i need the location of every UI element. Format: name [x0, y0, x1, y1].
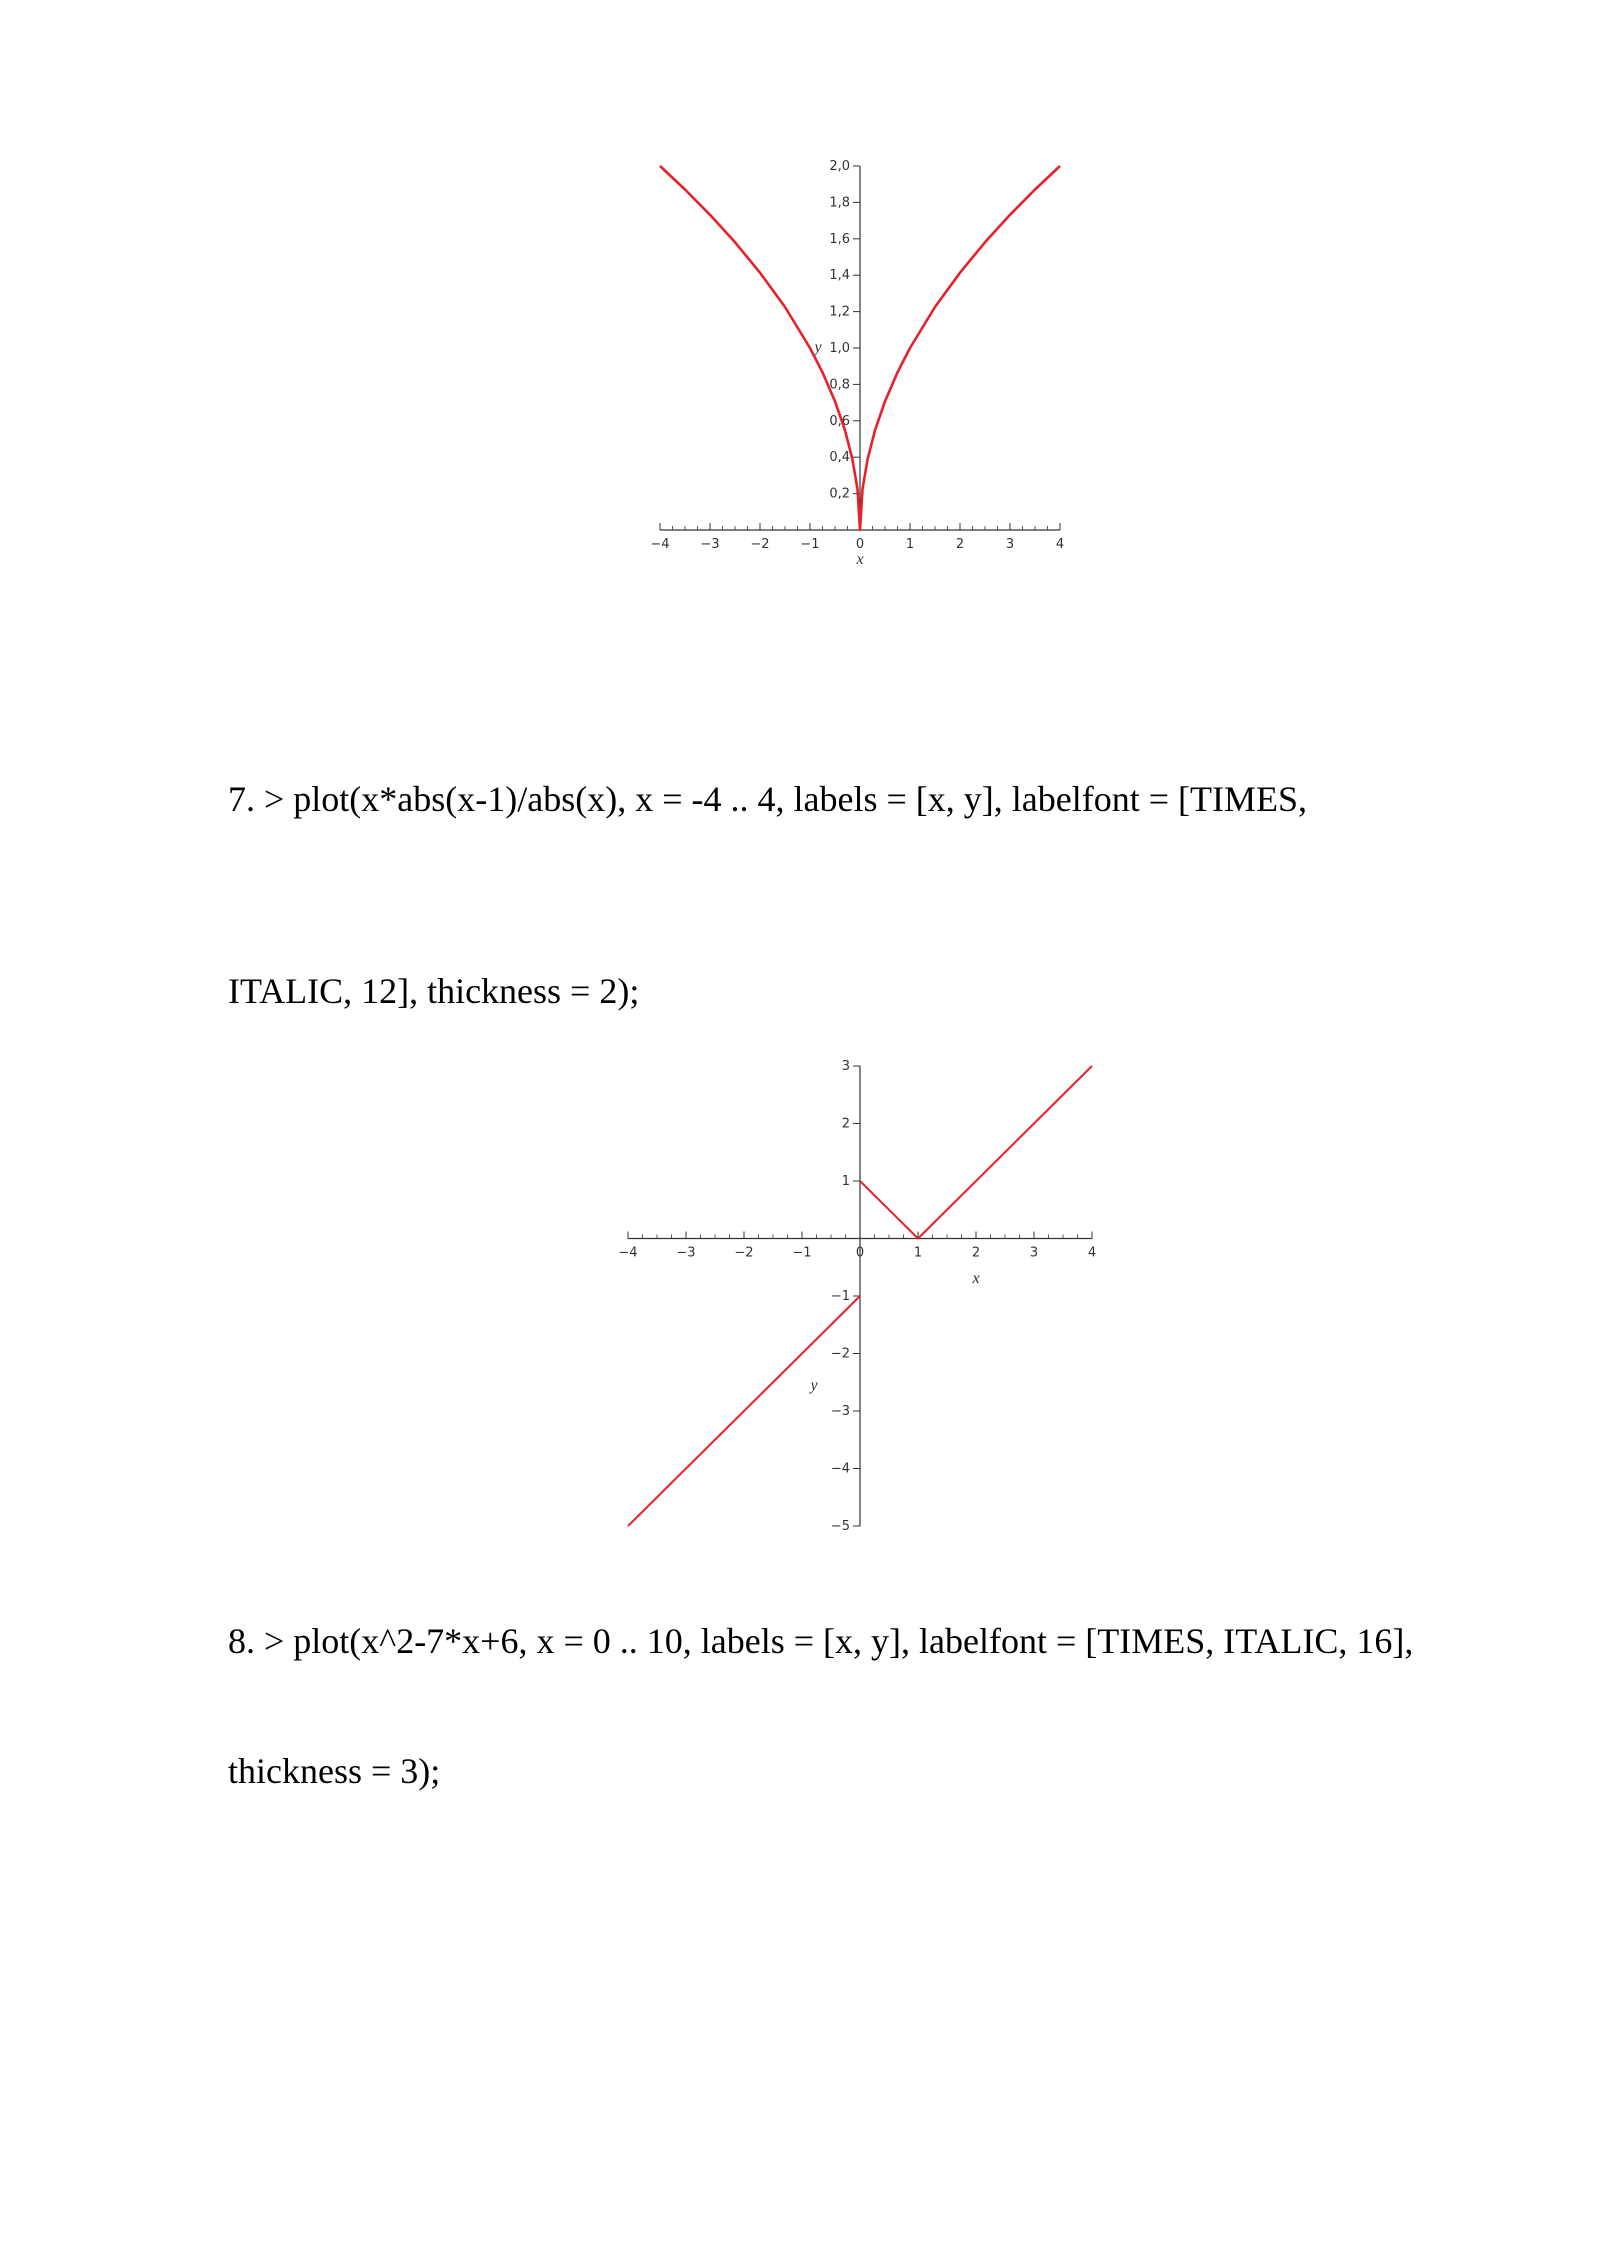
x-tick-label: −4	[618, 1245, 638, 1261]
code-line-8a: 8. > plot(x^2-7*x+6, x = 0 .. 10, labels = [x, y], labelfont = [TIMES, ITALIC, 16],	[228, 1621, 1414, 1661]
y-tick-label: −3	[830, 1404, 850, 1419]
x-tick-label: 2	[971, 1245, 981, 1261]
x-tick-label: 1	[913, 1245, 923, 1261]
x-tick-label: 0	[855, 537, 865, 552]
y-tick-label: 0,6	[829, 413, 850, 429]
y-tick-label: −1	[830, 1289, 850, 1304]
series-line-1	[860, 1066, 1092, 1239]
y-tick-label: −2	[830, 1346, 850, 1362]
code-line-7a: 7. > plot(x*abs(x-1)/abs(x), x = -4 .. 4, labels = [x, y], labelfont = [TIMES,	[228, 779, 1307, 819]
x-tick-label: −3	[700, 537, 720, 552]
plot-sqrt-abs	[600, 140, 1120, 580]
y-tick-label: −5	[830, 1519, 850, 1534]
y-tick-label: 1,8	[829, 195, 850, 211]
x-tick-label: −1	[800, 537, 820, 552]
x-tick-label: 0	[855, 1245, 865, 1261]
y-tick-label: 1,2	[829, 304, 850, 320]
x-axis-label: x	[972, 1270, 980, 1287]
plot-sqrt-abs-svg	[600, 140, 1120, 580]
y-tick-label: 1,0	[829, 341, 850, 356]
series-line-0	[628, 1296, 860, 1526]
x-tick-label: 1	[905, 537, 915, 552]
x-tick-label: −2	[750, 537, 770, 552]
y-tick-label: 3	[841, 1059, 850, 1074]
y-tick-label: 1,6	[829, 231, 850, 247]
x-axis-label: x	[856, 551, 864, 568]
y-tick-label: 2,0	[829, 159, 850, 174]
x-tick-label: 4	[1087, 1245, 1097, 1261]
x-tick-label: 2	[955, 537, 965, 552]
y-tick-label: 0,4	[829, 450, 850, 466]
code-line-7b: ITALIC, 12], thickness = 2);	[228, 971, 640, 1011]
x-tick-label: 3	[1029, 1245, 1039, 1261]
y-tick-label: 0,8	[829, 377, 850, 393]
x-tick-label: −2	[734, 1245, 754, 1261]
plot-abs-ratio	[600, 1040, 1120, 1580]
y-tick-label: −4	[830, 1461, 850, 1477]
y-axis-label: y	[810, 1377, 818, 1394]
x-tick-label: 3	[1005, 537, 1015, 552]
y-tick-label: 1	[841, 1174, 850, 1189]
plot-abs-ratio-svg	[600, 1040, 1120, 1580]
y-axis-label: y	[814, 339, 822, 356]
y-tick-label: 1,4	[829, 268, 850, 284]
x-tick-label: −4	[650, 537, 670, 552]
x-tick-label: 4	[1055, 537, 1065, 552]
x-tick-label: −1	[792, 1245, 812, 1261]
y-tick-label: 0,2	[829, 486, 850, 502]
code-line-8b: thickness = 3);	[228, 1751, 441, 1791]
x-tick-label: −3	[676, 1245, 696, 1261]
y-tick-label: 2	[841, 1116, 850, 1132]
